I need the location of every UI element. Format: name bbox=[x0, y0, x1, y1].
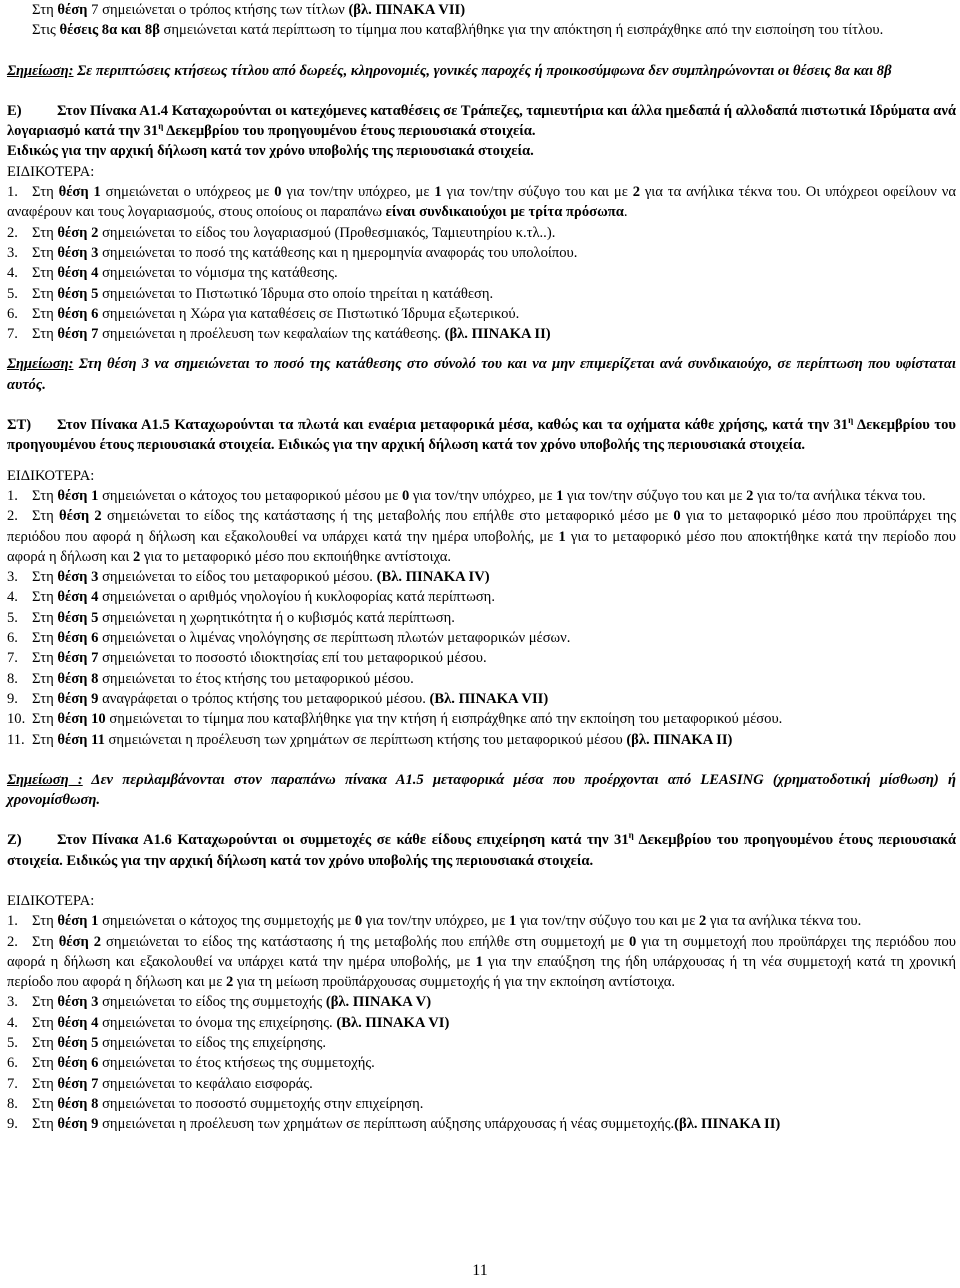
list-item: 4. Στη θέση 4 σημειώνεται το νόμισμα της κατάθεσης. bbox=[7, 265, 338, 282]
list-item: 5. Στη θέση 5 σημειώνεται το Πιστωτικό Ίδρυμα στο οποίο τηρείται η κατάθεση. bbox=[7, 285, 494, 302]
list-item: Στη θέση 7 σημειώνεται ο τρόπος κτήσης των τίτλων (βλ. ΠΙΝΑΚΑ VII) bbox=[32, 2, 466, 18]
list-z bbox=[7, 911, 956, 1134]
list-item: 10. Στη θέση 10 σημειώνεται το τίμημα που καταβλήθηκε για την κτήση ή εισπράχθηκε από την εκποίηση του μεταφορικού μέσου. bbox=[7, 711, 783, 728]
list-item: 4. Στη θέση 4 σημειώνεται το όνομα της επιχείρησης. (Βλ. ΠΙΝΑΚΑ VI) bbox=[7, 1014, 450, 1031]
eidikotera-label: ΕΙΔΙΚΟΤΕΡΑ: bbox=[7, 467, 95, 484]
list-item: 7. Στη θέση 7 σημειώνεται η προέλευση των κεφαλαίων της κατάθεσης. (βλ. ΠΙΝΑΚΑ ΙΙ) bbox=[7, 326, 551, 343]
list-item: 7. Στη θέση 7 σημειώνεται το ποσοστό ιδιοκτησίας επί του μεταφορικού μέσου. bbox=[7, 650, 487, 667]
list-item: 11. Στη θέση 11 σημειώνεται η προέλευση των χρημάτων σε περίπτωση κτήσης του μεταφορικού μέσου (βλ. ΠΙΝΑΚΑ ΙΙ) bbox=[7, 731, 733, 748]
section-heading: Ζ) Στον Πίνακα Α1.6 Καταχωρούνται οι συμμετοχές σε κάθε είδους επιχείρηση κατά την $31^\eta$ Δεκεμβρίου του προηγουμένου έτους περιουσιακά στοιχεία. Ειδικώς για την αρχική δήλωση κατά τον χρόνο υποβολής της περιουσιακά στοιχεία. bbox=[7, 830, 956, 869]
eidikotera-label: ΕΙΔΙΚΟΤΕΡΑ: bbox=[7, 163, 95, 180]
eidikotera-label: ΕΙΔΙΚΟΤΕΡΑ: bbox=[7, 892, 95, 909]
list-item: 5. Στη θέση 5 σημειώνεται η χωρητικότητα ή ο κυβισμός κατά περίπτωση. bbox=[7, 609, 455, 626]
list-item: 2. Στη θέση 2 σημειώνεται το είδος του λογαριασμού (Προθεσμιακός, Ταμιευτηρίου κ.τλ..). bbox=[7, 224, 556, 241]
list-item: 6. Στη θέση 6 σημειώνεται ο λιμένας νηολόγησης σε περίπτωση πλωτών μεταφορικών μέσων. bbox=[7, 630, 571, 647]
section-heading: ΣΤ) Στον Πίνακα Α1.5 Καταχωρούνται τα πλωτά και εναέρια μεταφορικά μέσα, καθώς και τα οχήματα κάθε χρήσης, κατά την $31^\eta$ Δεκεμβρίου του προηγουμένου έτους περιουσιακά στοιχεία. Ειδικώς για την αρχική δήλωση κατά τον χρόνο υποβολής της περιουσιακά στοιχεία. bbox=[7, 415, 956, 454]
list-item: 1. Στη θέση 1 σημειώνεται ο κάτοχος της συμμετοχής με 0 για τον/την υπόχρεο, με 1 για τον/την σύζυγο του και με 2 για τα ανήλικα τέκνα του. bbox=[7, 913, 862, 930]
list-item: 3. Στη θέση 3 σημειώνεται το είδος της συμμετοχής (βλ. ΠΙΝΑΚΑ V) bbox=[7, 994, 432, 1011]
list-item: 9. Στη θέση 9 αναγράφεται ο τρόπος κτήσης του μεταφορικού μέσου. (Βλ. ΠΙΝΑΚΑ VII) bbox=[7, 690, 549, 707]
page-number: 11 bbox=[472, 1262, 488, 1279]
list-item: Στις θέσεις 8α και 8β σημειώνεται κατά περίπτωση το τίμημα που καταβλήθηκε για την απόκτηση ή εισπράχθηκε από την εισποίηση του τίτλου. bbox=[32, 22, 884, 39]
list-item: 5. Στη θέση 5 σημειώνεται το είδος της επιχείρησης. bbox=[7, 1035, 327, 1052]
list-item: 6. Στη θέση 6 σημειώνεται η Χώρα για καταθέσεις σε Πιστωτικό Ίδρυμα εξωτερικού. bbox=[7, 305, 520, 322]
list-item: 2. Στη θέση 2 σημειώνεται το είδος της κατάστασης ή της μεταβολής που επήλθε στη συμμετοχή με 0 για τη συμμετοχή που προϋπάρχει της περιόδου που αφορά η δήλωση και εξακολουθεί να υπάρχει κατά την ημέρα υποβολής, με 1 για την επαύξηση της ήδη υπάρχουσας ή τη νέα συμμετοχή κατά τη χρονική περίοδο που αφορά η δήλωση και με 2 για τη μείωση προϋπάρχουσας συμμετοχής ή για την εκποίηση αντίστοιχα. bbox=[7, 933, 956, 991]
list-item: 9. Στη θέση 9 σημειώνεται η προέλευση των χρημάτων σε περίπτωση αύξησης υπάρχουσας ή νέας συμμετοχής.(βλ. ΠΙΝΑΚΑ ΙΙ) bbox=[7, 1116, 781, 1133]
section-heading: Ε) Στον Πίνακα Α1.4 Καταχωρούνται οι κατεχόμενες καταθέσεις σε Τράπεζες, ταμιευτήρια και άλλα ημεδαπά ή αλλοδαπά πιστωτικά Ιδρύματα ανά λογαριασμό κατά την $31^\eta$ Δεκεμβρίου του προηγουμένου έτους περιουσιακά στοιχεία. bbox=[7, 102, 956, 140]
list-item: 3. Στη θέση 3 σημειώνεται το ποσό της κατάθεσης και η ημερομηνία αναφοράς του υπολοίπου. bbox=[7, 244, 578, 261]
note: Σημείωση: Σε περιπτώσεις κτήσεως τίτλου από δωρεές, κληρονομιές, γονικές παροχές ή προικοσύμφωνα δεν συμπληρώνονται οι θέσεις 8α και 8β bbox=[7, 62, 892, 79]
list-item: 6. Στη θέση 6 σημειώνεται το έτος κτήσεως της συμμετοχής. bbox=[7, 1055, 375, 1072]
note: Σημείωση: Στη θέση 3 να σημειώνεται το ποσό της κατάθεσης στο σύνολό του και να μην επιμερίζεται ανά συνδικαιούχο, σε περίπτωση που υφίσταται αυτός. bbox=[7, 356, 956, 393]
list-e bbox=[7, 182, 956, 344]
list-item: 8. Στη θέση 8 σημειώνεται το έτος κτήσης του μεταφορικού μέσου. bbox=[7, 670, 414, 687]
list-item: 3. Στη θέση 3 σημειώνεται το είδος του μεταφορικού μέσου. (Βλ. ΠΙΝΑΚΑ IV) bbox=[7, 569, 490, 586]
list-item: 1. Στη θέση 1 σημειώνεται ο υπόχρεος με 0 για τον/την υπόχρεο, με 1 για τον/την σύζυγο του και με 2 για τα ανήλικα τέκνα του. Οι υπόχρεοι οφείλουν να αναφέρουν και τους λογαριασμούς, στους οποίους οι παραπάνω είναι συνδικαιούχοι με τρίτα πρόσωπα. bbox=[7, 184, 956, 221]
list-item: 8. Στη θέση 8 σημειώνεται το ποσοστό συμμετοχής στην επιχείρηση. bbox=[7, 1095, 424, 1112]
list-item: 4. Στη θέση 4 σημειώνεται ο αριθμός νηολογίου ή κυκλοφορίας κατά περίπτωση. bbox=[7, 589, 495, 606]
list-st bbox=[7, 486, 956, 750]
section-subheading: Ειδικώς για την αρχική δήλωση κατά τον χρόνο υποβολής της περιουσιακά στοιχεία. bbox=[7, 143, 534, 160]
document-page bbox=[7, 0, 956, 1135]
list-item: 2. Στη θέση 2 σημειώνεται το είδος της κατάστασης ή της μεταβολής που επήλθε στο μεταφορικό μέσο με 0 για το μεταφορικό μέσο που προϋπάρχει της περιόδου που αφορά η δήλωση και εξακολουθεί να υπάρχει κατά την ημέρα υποβολής, με 1 για το μεταφορικό μέσο που αποκτήθηκε κατά την περίοδο που αφορά η δήλωση και 2 για το μεταφορικό μέσο που εκποιήθηκε αντίστοιχα. bbox=[7, 508, 956, 565]
note: Σημείωση : Δεν περιλαμβάνονται στον παραπάνω πίνακα Α1.5 μεταφορικά μέσα που προέρχονται από LEASING (χρηματοδοτική μίσθωση) ή χρονομίσθωση. bbox=[7, 771, 957, 809]
list-item: 1. Στη θέση 1 σημειώνεται ο κάτοχος του μεταφορικού μέσου με 0 για τον/την υπόχρεο, με 1 για τον/την σύζυγο του και με 2 για το/τα ανήλικα τέκνα του. bbox=[7, 487, 926, 504]
list-item: 7. Στη θέση 7 σημειώνεται το κεφάλαιο εισφοράς. bbox=[7, 1075, 313, 1092]
